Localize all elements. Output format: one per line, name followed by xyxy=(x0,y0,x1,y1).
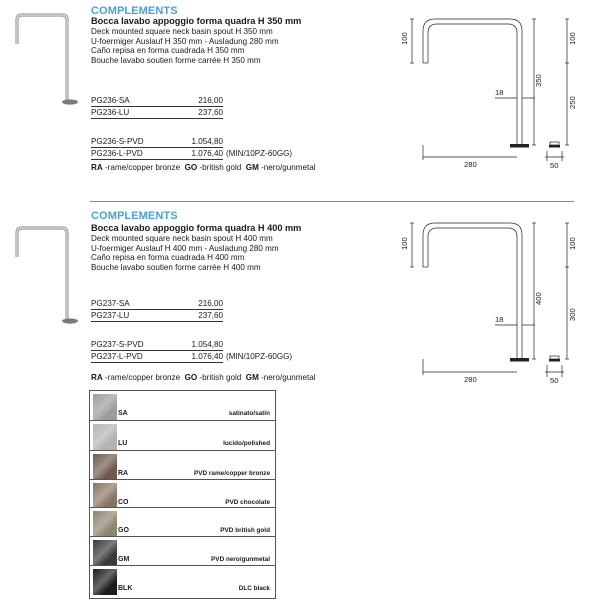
dimension-height: 400 xyxy=(534,292,543,305)
dimension-reach: 280 xyxy=(464,375,477,384)
dimension-top-left: 100 xyxy=(400,32,409,45)
finish-code: GM xyxy=(245,373,259,382)
product-price: 237,60 xyxy=(198,108,223,117)
price-row xyxy=(91,351,223,363)
finish-label: -rame/copper bronze xyxy=(104,373,181,382)
dimension-diameter: 18 xyxy=(495,88,504,97)
finish-code: GO xyxy=(184,373,198,382)
product-code: PG236-S-PVD xyxy=(91,137,144,146)
finish-name: DLC black xyxy=(238,585,270,592)
finish-code: GM xyxy=(118,556,130,563)
product-price: 1.076,40 xyxy=(191,352,223,361)
price-table-standard xyxy=(91,298,223,322)
dimension-lower-right: 300 xyxy=(568,308,577,321)
description-de: U-foermiger Auslauf H 400 mm - Ausladung 280 mm xyxy=(91,243,279,253)
description-es: Caño repisa en forma cuadrada H 350 mm xyxy=(91,46,245,56)
product-title: Bocca lavabo appoggio forma quadra H 350 mm xyxy=(91,16,302,26)
product-descriptions xyxy=(91,27,279,65)
price-table-standard xyxy=(91,95,223,119)
finish-color-chip xyxy=(93,540,117,566)
description-en: Deck mounted square neck basin spout H 350 mm xyxy=(91,27,273,36)
product-title: Bocca lavabo appoggio forma quadra H 400 mm xyxy=(91,223,302,233)
finish-name: PVD chocolate xyxy=(225,499,270,506)
finish-name: lucido/polished xyxy=(223,440,270,447)
finish-code: GM xyxy=(245,163,259,172)
description-en: Deck mounted square neck basin spout H 400 mm xyxy=(91,234,273,243)
price-row xyxy=(91,136,223,148)
price-row xyxy=(91,148,223,160)
price-table-pvd xyxy=(91,136,223,160)
dimension-base: 50 xyxy=(550,376,559,385)
price-table-pvd xyxy=(91,339,223,363)
product-code: PG236-LU xyxy=(91,108,130,117)
minimum-order-note: (MIN/10PZ-60GG) xyxy=(226,352,293,361)
product-code: PG236-L-PVD xyxy=(91,149,143,158)
product-price: 216,00 xyxy=(198,96,223,105)
section-divider xyxy=(90,201,574,202)
finish-label: -british gold xyxy=(199,163,242,172)
price-row xyxy=(91,107,223,119)
spout-thumbnail-h400 xyxy=(0,205,90,325)
finish-color-chip xyxy=(93,454,117,480)
product-code: PG237-S-PVD xyxy=(91,340,144,349)
finish-label: -nero/gunmetal xyxy=(261,373,316,382)
dimension-diameter: 18 xyxy=(495,315,504,324)
description-es: Caño repisa en forma cuadrada H 400 mm xyxy=(91,253,245,263)
technical-drawing-h400 xyxy=(395,215,595,385)
finish-code: LU xyxy=(118,440,128,447)
price-row xyxy=(91,310,223,322)
finish-color-chip xyxy=(93,424,117,450)
finish-name: PVD british gold xyxy=(220,527,270,534)
product-code: PG237-L-PVD xyxy=(91,352,143,361)
finish-code: CO xyxy=(118,499,129,506)
finish-color-chip xyxy=(93,511,117,537)
finish-name: satinato/satin xyxy=(228,410,270,417)
price-row xyxy=(91,339,223,351)
product-code: PG236-SA xyxy=(91,96,130,105)
product-descriptions xyxy=(91,234,279,272)
finish-code: SA xyxy=(118,410,128,417)
finish-code: GO xyxy=(118,527,129,534)
dimension-reach: 280 xyxy=(464,160,477,169)
finish-swatch xyxy=(89,420,276,454)
product-code: PG237-LU xyxy=(91,311,130,320)
product-price: 1.054,80 xyxy=(191,340,223,349)
product-price: 216,00 xyxy=(198,299,223,308)
pvd-finish-legend xyxy=(91,373,316,382)
finish-code: BLK xyxy=(118,585,133,592)
dimension-top-right: 100 xyxy=(568,32,577,45)
product-price: 237,60 xyxy=(198,311,223,320)
dimension-top-right: 100 xyxy=(568,237,577,250)
section-heading: COMPLEMENTS xyxy=(91,5,178,17)
minimum-order-note: (MIN/10PZ-60GG) xyxy=(226,149,293,158)
dimension-height: 350 xyxy=(534,74,543,87)
product-code: PG237-SA xyxy=(91,299,130,308)
finish-code: RA xyxy=(91,163,103,172)
product-price: 1.054,80 xyxy=(191,137,223,146)
dimension-top-left: 100 xyxy=(400,237,409,250)
price-row xyxy=(91,95,223,107)
pvd-finish-legend xyxy=(91,163,316,172)
finish-color-chip xyxy=(93,483,117,509)
finish-code: RA xyxy=(118,470,129,477)
dimension-lower-right: 250 xyxy=(568,96,577,109)
finish-label: -nero/gunmetal xyxy=(261,163,316,172)
spout-thumbnail-h350 xyxy=(0,0,90,110)
finish-code: GO xyxy=(184,163,198,172)
finish-label: -british gold xyxy=(199,373,242,382)
description-fr: Bouche lavabo soutien forme carrée H 350 mm xyxy=(91,55,261,65)
finish-color-chip xyxy=(93,569,117,595)
finish-swatch xyxy=(89,565,276,599)
description-fr: Bouche lavabo soutien forme carrée H 400 mm xyxy=(91,262,261,272)
technical-drawing-h350 xyxy=(395,5,595,185)
finish-code: RA xyxy=(91,373,103,382)
finish-label: -rame/copper bronze xyxy=(104,163,181,172)
description-de: U-foermiger Auslauf H 350 mm - Ausladung 280 mm xyxy=(91,36,279,46)
dimension-base: 50 xyxy=(550,161,559,170)
price-row xyxy=(91,298,223,310)
finish-name: PVD rame/copper bronze xyxy=(194,470,270,477)
finish-swatch xyxy=(89,390,276,424)
finish-name: PVD nero/gunmetal xyxy=(211,556,270,563)
section-heading: COMPLEMENTS xyxy=(91,210,178,222)
product-price: 1.076,40 xyxy=(191,149,223,158)
finish-color-chip xyxy=(93,394,117,420)
